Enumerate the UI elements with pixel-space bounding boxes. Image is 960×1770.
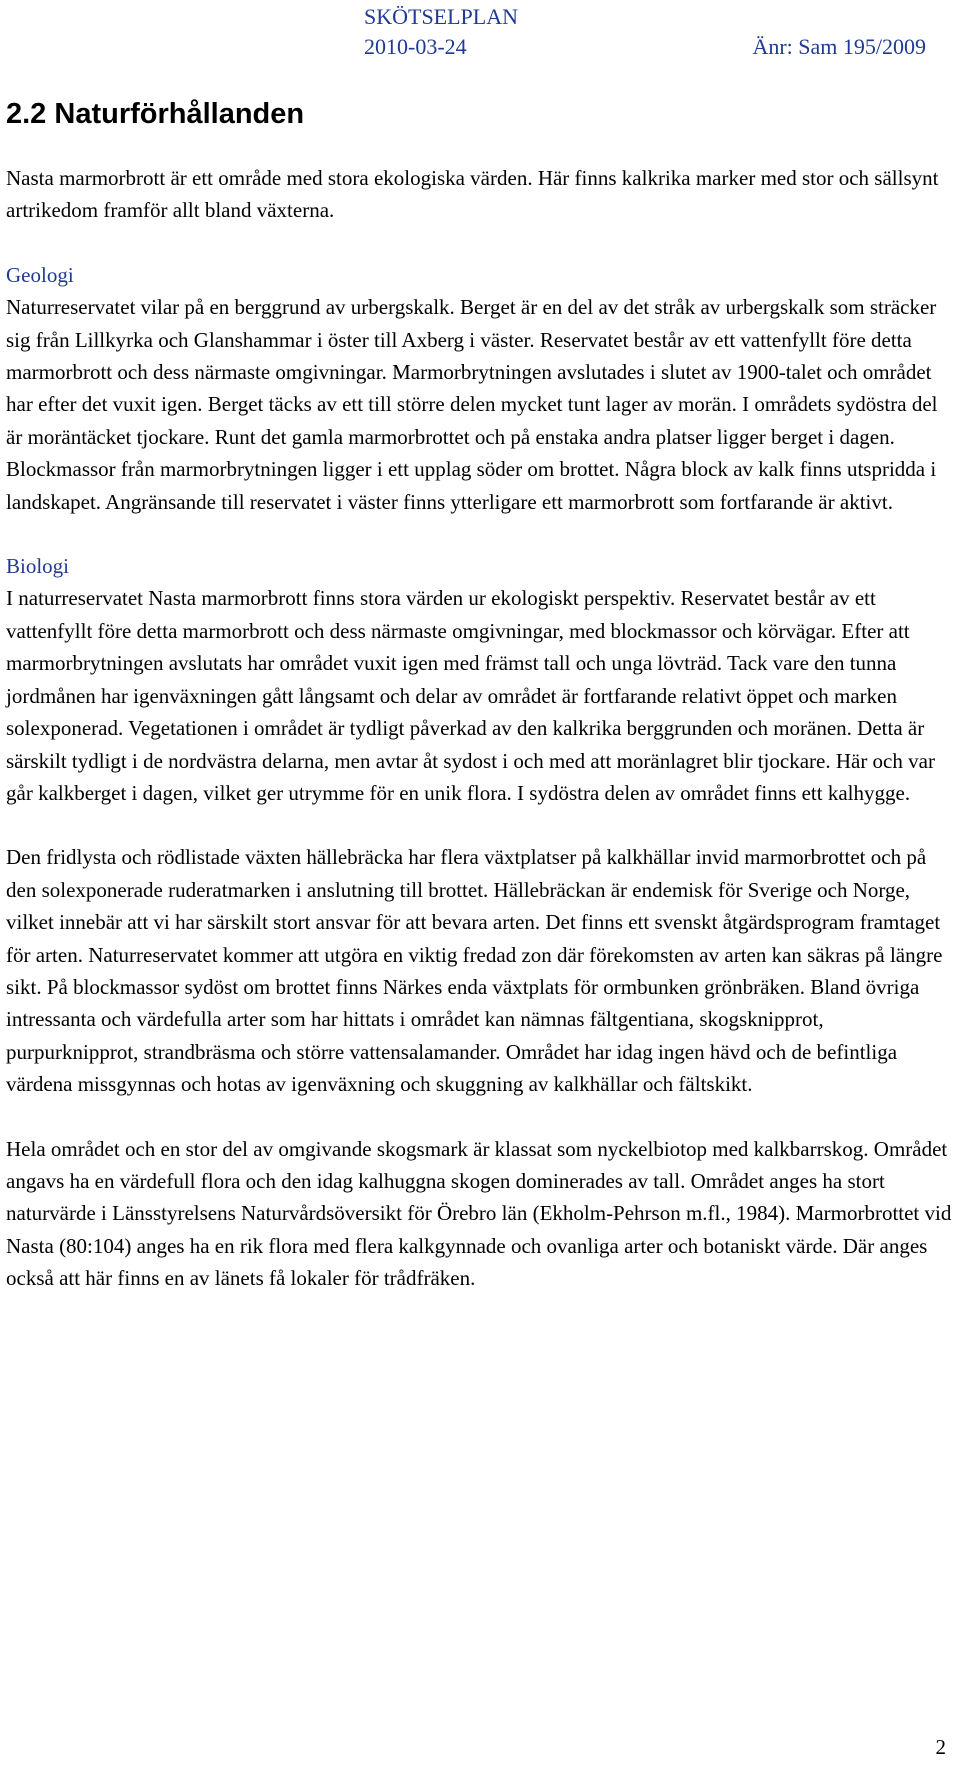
intro-paragraph: Nasta marmorbrott är ett område med stora ekologiska värden. Här finns kalkrika marker med stor och sällsynt artrikedom framför allt bland växterna. [6, 166, 939, 223]
page-header [0, 0, 960, 60]
biology-heading: Biologi [6, 554, 70, 579]
habitat-paragraph: Hela området och en stor del av omgivande skogsmark är klassat som nyckelbiotop med kalkbarrskog. Området angavs ha en värdefull flora och den idag kalhuggna skogen dominerades av tall. Området anges ha stort naturvärde i Länsstyrelsens Naturvårdsöversikt för Örebro län (Ekholm-Pehrson m.fl., 1984). Marmorbrottet vid Nasta (80:104) anges ha en rik flora med flera kalkgynnade och ovanliga arter och botaniskt värde. Där anges också att här finns en av länets få lokaler för trådfräken. [6, 1136, 952, 1291]
document-type: SKÖTSELPLAN [364, 4, 519, 29]
document-date: 2010-03-24 [364, 34, 467, 59]
page-number: 2 [935, 1735, 946, 1759]
document-reference: Änr: Sam 195/2009 [752, 34, 926, 59]
geology-heading: Geologi [6, 262, 74, 287]
section-heading: 2.2 Naturförhållanden [6, 98, 305, 130]
document-body [6, 162, 956, 1295]
geology-paragraph: Naturreservatet vilar på en berggrund av urbergskalk. Berget är en del av det stråk av urbergskalk som sträcker sig från Lillkyrka och Glanshammar i öster till Axberg i väster. Reservatet består av ett vattenfyllt före detta marmorbrott och dess närmaste omgivningar. Marmorbrytningen avslutades i slutet av 1900-talet och området har efter det vuxit igen. Berget täcks av ett till större delen mycket tunt lager av morän. I områdets sydöstra del är moräntäcket tjockare. Runt det gamla marmorbrottet och på enstaka andra platser ligger berget i dagen. Blockmassor från marmorbrytningen ligger i ett upplag söder om brottet. Några block av kalk finns utspridda i landskapet. Angränsande till reservatet i väster finns ytterligare ett marmorbrott som fortfarande är aktivt. [6, 295, 938, 514]
biology-paragraph: I naturreservatet Nasta marmorbrott finns stora värden ur ekologiskt perspektiv. Reservatet består av ett vattenfyllt före detta marmorbrott och dess närmaste omgivningar, med blockmassor och körvägar. Efter att marmorbrytningen avslutats har området vuxit igen med främst tall och unga lövträd. Tack vare den tunna jordmånen har igenväxningen gått långsamt och delar av området är fortfarande relativt öppet och marken solexponerad. Vegetationen i området är tydligt påverkad av den kalkrika berggrunden och moränen. Detta är särskilt tydligt i de nordvästra delarna, men avtar åt sydost i och med att moränlagret blir tjockare. Här och var går kalkberget i dagen, vilket ger utrymme för en unik flora. I sydöstra delen av området finns ett kalhygge. [6, 586, 935, 805]
species-paragraph: Den fridlysta och rödlistade växten hällebräcka har flera växtplatser på kalkhällar invid marmorbrottet och på den solexponerade ruderatmarken i anslutning till brottet. Hällebräckan är endemisk för Sverige och Norge, vilket innebär att vi har särskilt stort ansvar för att bevara arten. Det finns ett svenskt åtgärdsprogram framtaget för arten. Naturreservatet kommer att utgöra en viktig fredad zon där förekomsten av arten kan säkras på längre sikt. På blockmassor sydöst om brottet finns Närkes enda växtplats för ormbunken grönbräken. Bland övriga intressanta och värdefulla arter som har hittats i området kan nämnas fältgentiana, skogsknipprot, purpurknipprot, strandbräsma och större vattensalamander. Området har idag ingen hävd och de befintliga värdena missgynnas och hotas av igenväxning och skuggning av kalkhällar och fältskikt. [6, 845, 943, 1097]
